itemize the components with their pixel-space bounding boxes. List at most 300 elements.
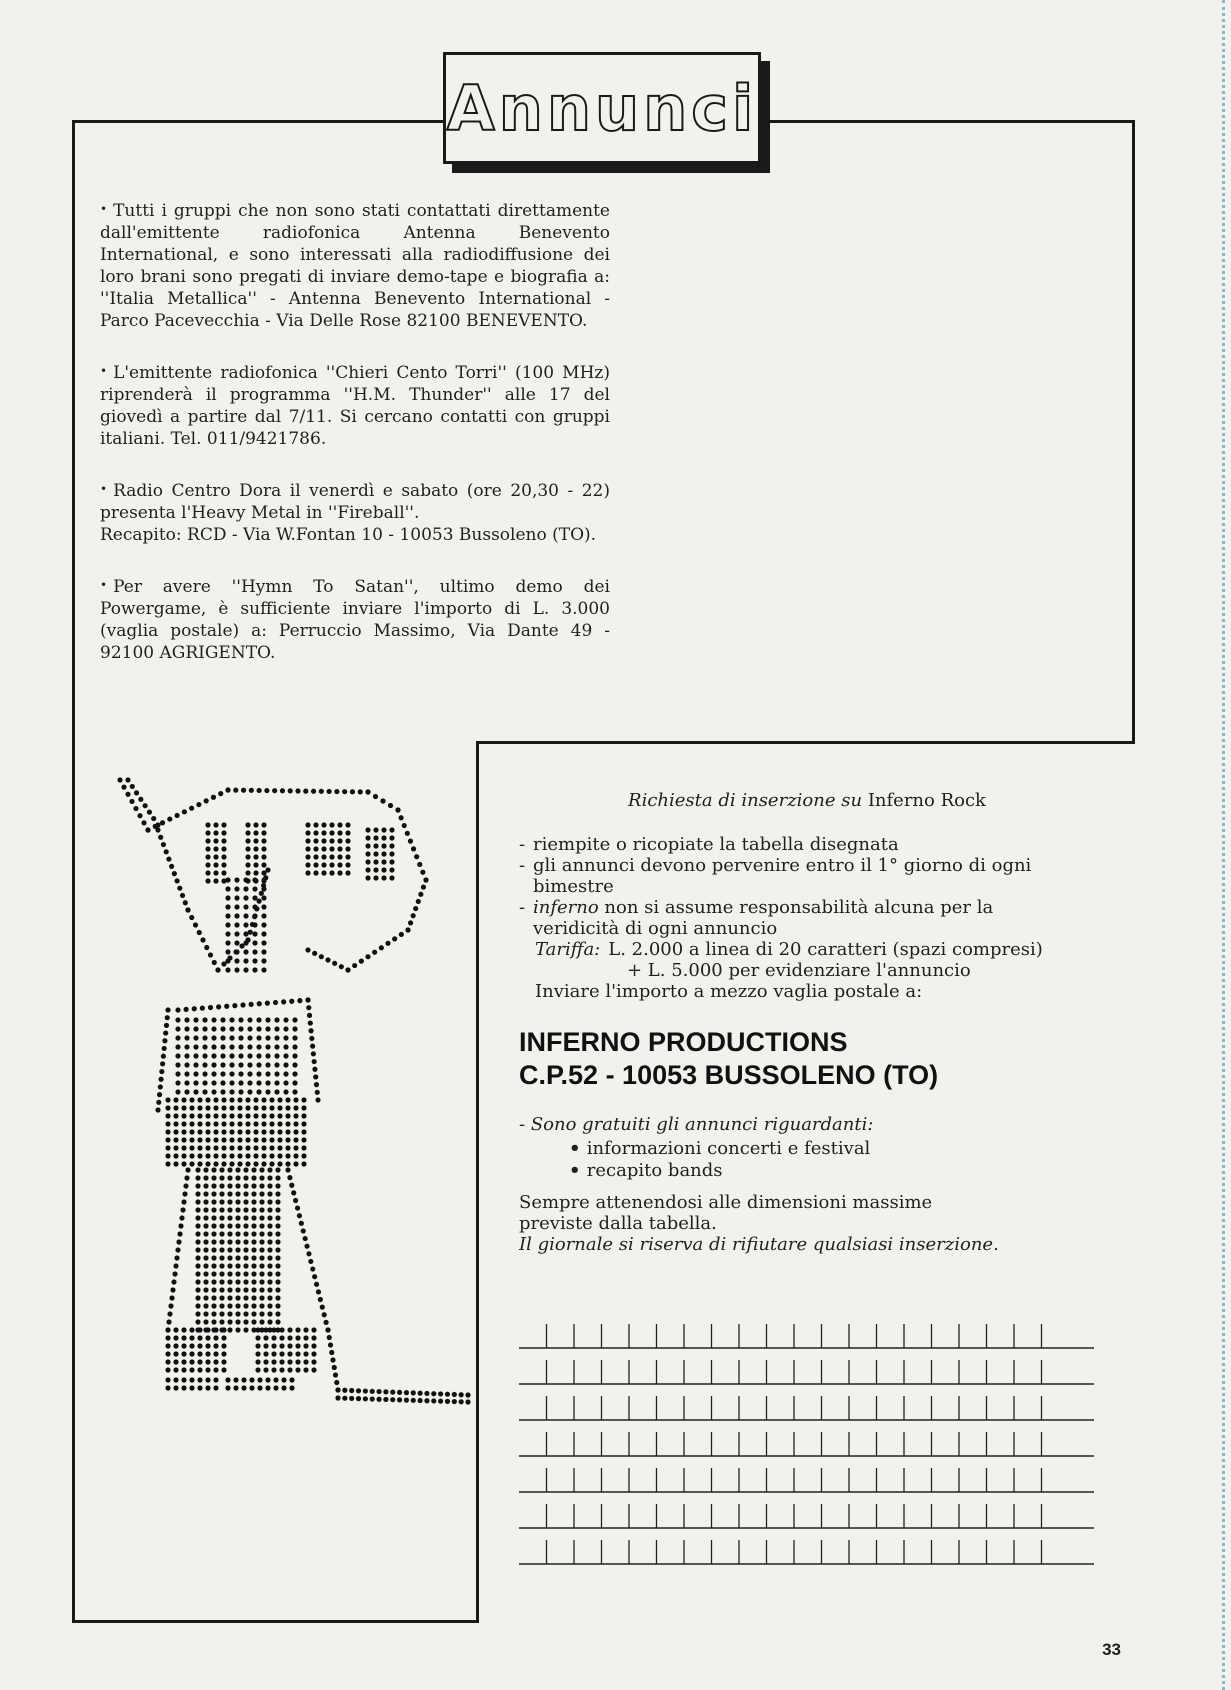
figure-dot — [259, 1167, 264, 1172]
figure-dot — [225, 922, 230, 927]
figure-dot — [235, 1327, 240, 1332]
figure-dot — [176, 1239, 181, 1244]
figure-dot — [211, 1089, 216, 1094]
figure-dot — [221, 1097, 226, 1102]
figure-dot — [381, 875, 386, 880]
figure-dot — [213, 1367, 218, 1372]
figure-dot — [253, 1105, 258, 1110]
figure-dot — [383, 1389, 388, 1394]
figure-dot — [379, 945, 384, 950]
figure-dot — [311, 1327, 316, 1332]
figure-dot — [274, 1017, 279, 1022]
figure-dot — [253, 830, 258, 835]
figure-dot — [265, 1053, 270, 1058]
figure-dot — [365, 827, 370, 832]
figure-dot — [197, 1113, 202, 1118]
figure-dot — [421, 885, 426, 890]
figure-dot — [265, 1080, 270, 1085]
figure-dot — [283, 1053, 288, 1058]
figure-dot — [252, 886, 257, 891]
figure-dot — [204, 798, 209, 803]
figure-dot — [287, 1175, 292, 1180]
figure-dot — [165, 1121, 170, 1126]
figure-dot — [275, 1255, 280, 1260]
figure-dot — [225, 958, 230, 963]
figure-dot — [295, 1367, 300, 1372]
figure-dot — [247, 1017, 252, 1022]
figure-dot — [365, 954, 370, 959]
figure-dot — [202, 1062, 207, 1067]
figure-dot — [251, 1279, 256, 1284]
figure-dot — [193, 1071, 198, 1076]
figure-dot — [211, 1247, 216, 1252]
figure-dot — [213, 878, 218, 883]
figure-dot — [235, 1239, 240, 1244]
figure-dot — [203, 1199, 208, 1204]
figure-dot — [219, 1167, 224, 1172]
figure-dot — [337, 830, 342, 835]
figure-dot — [211, 1319, 216, 1324]
figure-dot — [313, 854, 318, 859]
figure-dot — [271, 1359, 276, 1364]
bullet-icon: • — [100, 482, 108, 496]
figure-dot — [275, 1167, 280, 1172]
figure-dot — [173, 1359, 178, 1364]
figure-dot — [181, 1351, 186, 1356]
figure-dot — [373, 827, 378, 832]
figure-dot — [321, 846, 326, 851]
figure-dot — [405, 927, 410, 932]
figure-dot — [238, 1062, 243, 1067]
figure-dot — [202, 1026, 207, 1031]
figure-dot — [197, 1385, 202, 1390]
figure-dot — [365, 843, 370, 848]
figure-dot — [166, 1319, 171, 1324]
figure-dot — [205, 1343, 210, 1348]
figure-dot — [252, 922, 257, 927]
figure-dot — [203, 1295, 208, 1300]
figure-dot — [345, 854, 350, 859]
figure-dot — [285, 1097, 290, 1102]
figure-dot — [261, 1161, 266, 1166]
figure-dot — [253, 846, 258, 851]
figure-dot — [297, 998, 302, 1003]
figure-dot — [251, 1207, 256, 1212]
figure-dot — [265, 1385, 270, 1390]
figure-dot — [261, 967, 266, 972]
figure-dot — [185, 1167, 190, 1172]
figure-dot — [301, 1097, 306, 1102]
figure-dot — [197, 930, 202, 935]
figure-dot — [238, 1089, 243, 1094]
figure-dot — [173, 1097, 178, 1102]
figure-dot — [303, 1351, 308, 1356]
figure-dot — [169, 1295, 174, 1300]
figure-dot — [281, 1377, 286, 1382]
figure-dot — [438, 1391, 443, 1396]
figure-dot — [235, 1175, 240, 1180]
figure-dot — [267, 1263, 272, 1268]
figure-dot — [307, 1013, 312, 1018]
bullet-icon: • — [100, 578, 108, 592]
figure-dot — [383, 1397, 388, 1402]
figure-dot — [211, 1223, 216, 1228]
figure-dot — [431, 1391, 436, 1396]
figure-dot — [237, 1113, 242, 1118]
figure-dot — [117, 777, 122, 782]
figure-dot — [181, 1153, 186, 1158]
figure-dot — [219, 1183, 224, 1188]
figure-dot — [225, 940, 230, 945]
figure-dot — [225, 1385, 230, 1390]
announcements-column — [100, 198, 610, 692]
figure-dot — [173, 1367, 178, 1372]
figure-dot — [225, 949, 230, 954]
figure-dot — [337, 822, 342, 827]
figure-dot — [213, 1137, 218, 1142]
figure-dot — [267, 1223, 272, 1228]
figure-dot — [213, 1385, 218, 1390]
figure-dot — [321, 870, 326, 875]
figure-dot — [212, 960, 217, 965]
figure-dot — [203, 1263, 208, 1268]
figure-dot — [255, 1343, 260, 1348]
figure-dot — [225, 895, 230, 900]
figure-dot — [285, 1137, 290, 1142]
figure-dot — [205, 822, 210, 827]
figure-dot — [196, 802, 201, 807]
figure-dot — [380, 798, 385, 803]
figure-dot — [233, 1377, 238, 1382]
figure-dot — [184, 1044, 189, 1049]
figure-dot — [329, 822, 334, 827]
figure-dot — [211, 1199, 216, 1204]
figure-dot — [277, 1105, 282, 1110]
figure-dot — [219, 1247, 224, 1252]
figure-dot — [141, 820, 146, 825]
figure-dot — [408, 920, 413, 925]
figure-dot — [221, 1351, 226, 1356]
figure-dot — [293, 1121, 298, 1126]
figure-dot — [253, 1161, 258, 1166]
figure-dot — [181, 1367, 186, 1372]
figure-dot — [251, 1287, 256, 1292]
figure-dot — [229, 1121, 234, 1126]
figure-dot — [373, 875, 378, 880]
figure-dot — [237, 1097, 242, 1102]
figure-dot — [181, 1327, 186, 1332]
figure-dot — [169, 864, 174, 869]
figure-dot — [130, 784, 135, 789]
dot-matrix-figure-illustration — [108, 770, 478, 1474]
announcement-item: • Radio Centro Dora il venerdì e sabato (ore 20,30 - 22) presenta l'Heavy Metal in ''Fireball''. Recapito: RCD - Via W.Fontan 10 - 10053 Bussoleno (TO). — [100, 481, 610, 545]
figure-dot — [213, 870, 218, 875]
figure-dot — [404, 1390, 409, 1395]
figure-dot — [279, 1343, 284, 1348]
figure-dot — [213, 830, 218, 835]
figure-dot — [256, 1017, 261, 1022]
figure-dot — [173, 1137, 178, 1142]
figure-dot — [305, 846, 310, 851]
figure-dot — [238, 1035, 243, 1040]
figure-dot — [184, 1089, 189, 1094]
figure-dot — [272, 788, 277, 793]
figure-dot — [287, 1367, 292, 1372]
figure-dot — [211, 1071, 216, 1076]
figure-dot — [306, 1005, 311, 1010]
figure-dot — [418, 1398, 423, 1403]
figure-dot — [235, 1263, 240, 1268]
figure-dot — [221, 1343, 226, 1348]
figure-dot — [205, 1129, 210, 1134]
figure-dot — [234, 931, 239, 936]
figure-dot — [185, 907, 190, 912]
figure-dot — [311, 789, 316, 794]
figure-dot — [234, 967, 239, 972]
figure-dot — [165, 1385, 170, 1390]
figure-dot — [267, 1167, 272, 1172]
figure-dot — [162, 1038, 167, 1043]
figure-dot — [229, 1097, 234, 1102]
figure-dot — [204, 945, 209, 950]
figure-dot — [251, 1319, 256, 1324]
figure-dot — [193, 922, 198, 927]
figure-dot — [175, 1247, 180, 1252]
figure-dot — [125, 792, 130, 797]
figure-dot — [195, 1255, 200, 1260]
figure-dot — [251, 1303, 256, 1308]
figure-dot — [295, 1335, 300, 1340]
figure-dot — [301, 1161, 306, 1166]
figure-dot — [197, 1377, 202, 1382]
figure-dot — [219, 1271, 224, 1276]
figure-dot — [235, 1287, 240, 1292]
bullet-icon: • — [100, 202, 108, 216]
figure-dot — [329, 846, 334, 851]
figure-dot — [277, 1121, 282, 1126]
figure-dot — [181, 1359, 186, 1364]
figure-dot — [219, 1319, 224, 1324]
figure-dot — [325, 957, 330, 962]
figure-dot — [205, 1367, 210, 1372]
figure-dot — [200, 937, 205, 942]
figure-dot — [259, 1207, 264, 1212]
figure-dot — [193, 1080, 198, 1085]
figure-dot — [195, 1175, 200, 1180]
figure-dot — [311, 1359, 316, 1364]
figure-dot — [257, 1377, 262, 1382]
figure-dot — [267, 1319, 272, 1324]
figure-dot — [267, 1175, 272, 1180]
figure-dot — [345, 846, 350, 851]
figure-dot — [277, 1153, 282, 1158]
figure-dot — [229, 1026, 234, 1031]
figure-dot — [423, 877, 428, 882]
figure-dot — [342, 1396, 347, 1401]
figure-dot — [301, 1145, 306, 1150]
figure-dot — [253, 1129, 258, 1134]
figure-dot — [312, 1067, 317, 1072]
figure-dot — [263, 1343, 268, 1348]
figure-dot — [205, 1385, 210, 1390]
figure-dot — [259, 1247, 264, 1252]
figure-dot — [277, 1113, 282, 1118]
figure-dot — [234, 904, 239, 909]
figure-dot — [189, 1145, 194, 1150]
figure-dot — [303, 1327, 308, 1332]
figure-dot — [261, 904, 266, 909]
figure-dot — [221, 1121, 226, 1126]
figure-dot — [229, 1035, 234, 1040]
figure-dot — [283, 1089, 288, 1094]
figure-dot — [390, 1390, 395, 1395]
figure-dot — [293, 1161, 298, 1166]
figure-dot — [273, 1000, 278, 1005]
figure-dot — [267, 1287, 272, 1292]
figure-dot — [277, 1137, 282, 1142]
figure-dot — [292, 1053, 297, 1058]
figure-dot — [247, 1071, 252, 1076]
figure-dot — [261, 940, 266, 945]
figure-dot — [349, 1396, 354, 1401]
figure-dot — [313, 1074, 318, 1079]
figure-dot — [181, 1145, 186, 1150]
figure-dot — [243, 1279, 248, 1284]
figure-dot — [134, 790, 139, 795]
figure-dot — [189, 1377, 194, 1382]
figure-dot — [243, 1247, 248, 1252]
figure-dot — [165, 1161, 170, 1166]
figure-dot — [227, 1311, 232, 1316]
figure-dot — [211, 1175, 216, 1180]
figure-dot — [301, 1153, 306, 1158]
figure-dot — [243, 913, 248, 918]
figure-dot — [229, 1062, 234, 1067]
figure-dot — [365, 789, 370, 794]
figure-dot — [334, 789, 339, 794]
figure-dot — [303, 1367, 308, 1372]
figure-dot — [247, 1044, 252, 1049]
figure-dot — [213, 846, 218, 851]
figure-dot — [280, 788, 285, 793]
ad-grid-table[interactable] — [519, 1312, 1099, 1582]
figure-dot — [227, 1279, 232, 1284]
figure-dot — [271, 1327, 276, 1332]
figure-dot — [311, 1343, 316, 1348]
figure-dot — [208, 952, 213, 957]
figure-dot — [283, 1080, 288, 1085]
figure-dot — [322, 1312, 327, 1317]
figure-dot — [292, 1035, 297, 1040]
figure-dot — [211, 1017, 216, 1022]
figure-dot — [219, 1199, 224, 1204]
figure-dot — [227, 1295, 232, 1300]
figure-dot — [243, 1207, 248, 1212]
figure-dot — [259, 1239, 264, 1244]
figure-dot — [162, 1046, 167, 1051]
figure-dot — [195, 1295, 200, 1300]
figure-dot — [202, 1080, 207, 1085]
figure-dot — [155, 827, 160, 832]
figure-dot — [221, 1153, 226, 1158]
figure-dot — [269, 1153, 274, 1158]
figure-dot — [229, 1161, 234, 1166]
figure-dot — [229, 1145, 234, 1150]
figure-dot — [227, 1167, 232, 1172]
figure-dot — [303, 1343, 308, 1348]
figure-dot — [195, 1183, 200, 1188]
tariff-info: Tariffa: L. 2.000 a linea di 20 caratteri (spazi compresi) — [535, 939, 1043, 960]
figure-dot — [445, 1399, 450, 1404]
figure-dot — [143, 803, 148, 808]
figure-dot — [253, 1137, 258, 1142]
figure-dot — [293, 1129, 298, 1134]
figure-dot — [234, 949, 239, 954]
figure-dot — [211, 1207, 216, 1212]
figure-dot — [253, 854, 258, 859]
insertion-request-form — [476, 741, 1135, 1623]
figure-dot — [197, 1327, 202, 1332]
page-number: 33 — [1102, 1640, 1121, 1659]
figure-dot — [267, 1191, 272, 1196]
figure-dot — [287, 1335, 292, 1340]
figure-dot — [303, 1236, 308, 1241]
figure-dot — [424, 1391, 429, 1396]
figure-dot — [235, 1231, 240, 1236]
figure-dot — [227, 1207, 232, 1212]
figure-dot — [301, 1137, 306, 1142]
ad-entry-grid[interactable] — [519, 1312, 1099, 1586]
figure-dot — [311, 1351, 316, 1356]
figure-dot — [177, 886, 182, 891]
figure-dot — [245, 1153, 250, 1158]
figure-dot — [257, 1385, 262, 1390]
figure-dot — [269, 1137, 274, 1142]
figure-dot — [205, 854, 210, 859]
figure-dot — [252, 967, 257, 972]
figure-dot — [211, 1263, 216, 1268]
figure-dot — [261, 877, 266, 882]
figure-dot — [213, 1153, 218, 1158]
figure-dot — [312, 1274, 317, 1279]
figure-dot — [385, 941, 390, 946]
figure-dot — [197, 1105, 202, 1110]
figure-dot — [274, 1071, 279, 1076]
figure-dot — [337, 862, 342, 867]
figure-dot — [389, 867, 394, 872]
figure-dot — [397, 1397, 402, 1402]
figure-dot — [275, 1191, 280, 1196]
figure-dot — [197, 1359, 202, 1364]
figure-dot — [315, 1090, 320, 1095]
figure-dot — [181, 1377, 186, 1382]
figure-dot — [295, 1359, 300, 1364]
figure-dot — [293, 1097, 298, 1102]
figure-dot — [211, 1026, 216, 1031]
figure-dot — [279, 1351, 284, 1356]
figure-dot — [229, 1053, 234, 1058]
figure-dot — [184, 1080, 189, 1085]
figure-dot — [195, 1215, 200, 1220]
figure-dot — [261, 922, 266, 927]
figure-dot — [181, 1385, 186, 1390]
figure-dot — [402, 823, 407, 828]
figure-dot — [252, 877, 257, 882]
figure-dot — [221, 1161, 226, 1166]
figure-dot — [235, 1223, 240, 1228]
figure-dot — [243, 1175, 248, 1180]
figure-dot — [225, 913, 230, 918]
